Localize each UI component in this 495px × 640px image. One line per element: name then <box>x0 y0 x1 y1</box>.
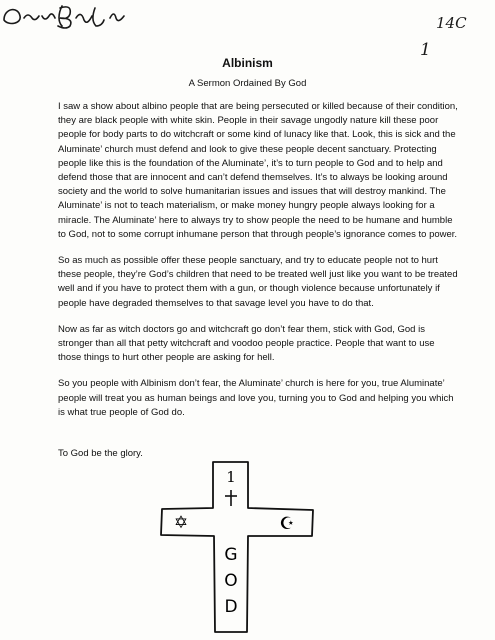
page-number-annotation: 1 <box>420 40 431 60</box>
document-subtitle: A Sermon Ordained By God <box>188 78 307 89</box>
star-of-david-icon: ✡ <box>173 513 189 533</box>
cross-letter-o: O <box>224 571 238 591</box>
paragraph: So as much as possible offer these people sanctuary, and try to educate people not to hurt these people, they’re God’s children that need to be treated well just like you want to be treated well and if you have to protect them with a gun, or though violence because unfortunately if people have degraded themselves to that savage level you have to do that. <box>58 255 458 309</box>
small-cross-icon <box>225 490 237 506</box>
page-code-annotation: 14C <box>436 14 467 32</box>
paragraph: So you people with Albinism don’t fear, the Aluminate’ church is here for you, true Aluminate’ people will treat you as human beings and love you, turning you to God and helping you which is what true people of God do. <box>58 378 454 418</box>
sermon-body <box>58 100 458 432</box>
paragraph: Now as far as witch doctors go and witchcraft go don’t fear them, stick with God, God is stronger than all that petty witchcraft and voodoo people practice. People that want to use those things to hurt other people are asking for hell. <box>58 323 435 364</box>
cross-letter-d: D <box>224 597 238 617</box>
crescent-icon: ☪ <box>279 514 295 534</box>
document-title: Albinism <box>222 56 273 70</box>
paragraph: I saw a show about albino people that are being persecuted or killed because of their condition, they are black people with white skin. People in their savage ungodly nature kill these poor people for body parts to do witchcraft or some kind of lunacy like that. Look, this is sick and the Aluminate’ church must defend and look to give these people decent sanctuary. Protecting people like this is the foundation of the Aluminate’, it’s to turn people to God and to help and defend those that are innocent and can’t defend themselves. It’s to always be looking around society and the world to solve humanitarian issues and issues that will destroy mankind. The Aluminate’ is not to teach materialism, or make money hungry people always looking for a miracle. The Aluminate’ here to always try to show people the need to be humane and humble to God, not to some corrupt inhumane person that through people’s ignorance comes to power. <box>58 101 458 240</box>
handwritten-signature <box>0 0 130 30</box>
cross-letter-g: G <box>224 545 238 565</box>
cross-top-number: 1 <box>226 468 236 486</box>
closing-line: To God be the glory. <box>58 448 143 459</box>
hand-drawn-cross <box>155 460 325 635</box>
